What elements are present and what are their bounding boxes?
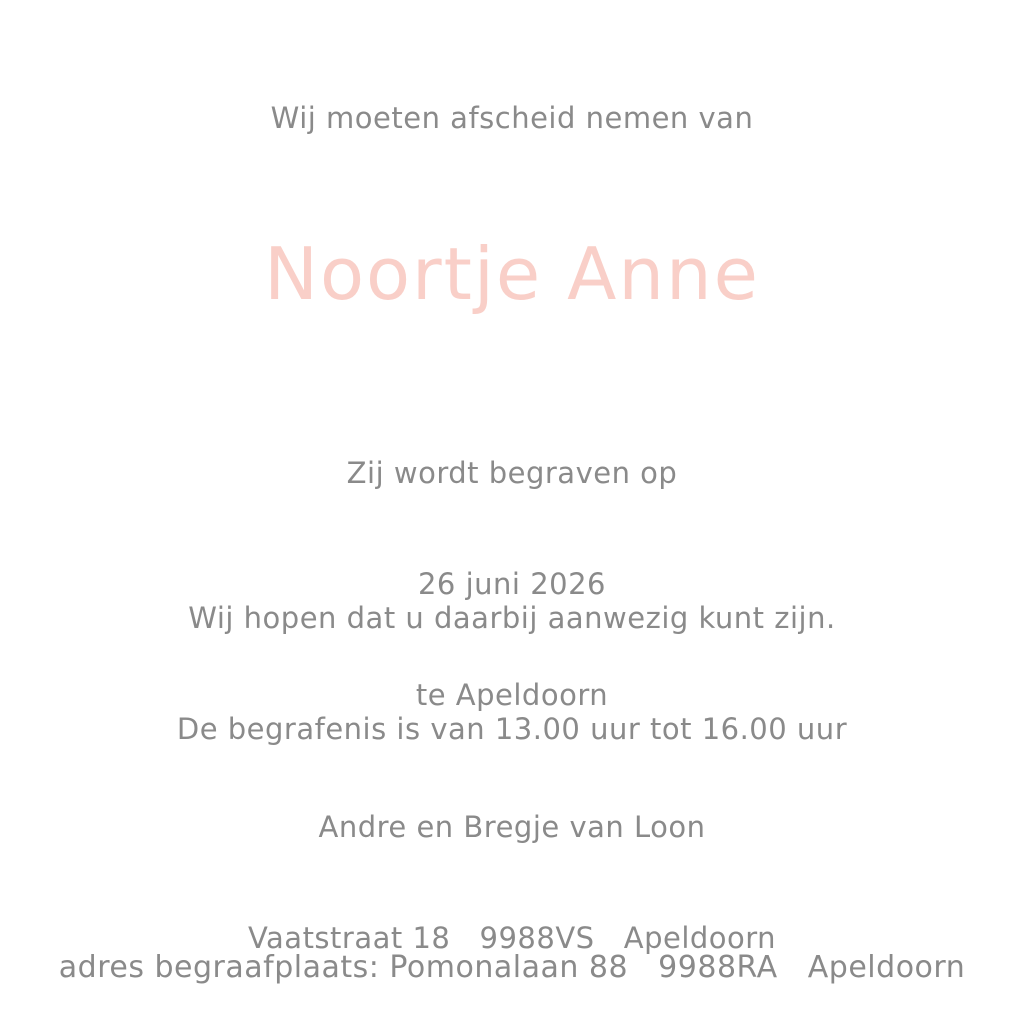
attendance-line-1: Wij hopen dat u daarbij aanwezig kunt zijn.: [188, 601, 836, 635]
deceased-name: Noortje Anne: [264, 232, 760, 316]
family-address: Vaatstraat 18 9988VS Apeldoorn: [247, 921, 777, 955]
ceremony-line-1: Zij wordt begraven op: [346, 456, 678, 490]
attendance-line-2: De begrafenis is van 13.00 uur tot 16.00 uur: [176, 712, 848, 746]
cemetery-address-line: adres begraafplaats: Pomonalaan 88 9988RA Apeldoorn: [58, 950, 966, 985]
family-names: Andre en Bregje van Loon: [318, 810, 706, 844]
ceremony-place: te Apeldoorn: [415, 678, 609, 712]
ceremony-date: 26 juni 2026: [417, 567, 606, 601]
intro-line: Wij moeten afscheid nemen van: [270, 101, 754, 135]
